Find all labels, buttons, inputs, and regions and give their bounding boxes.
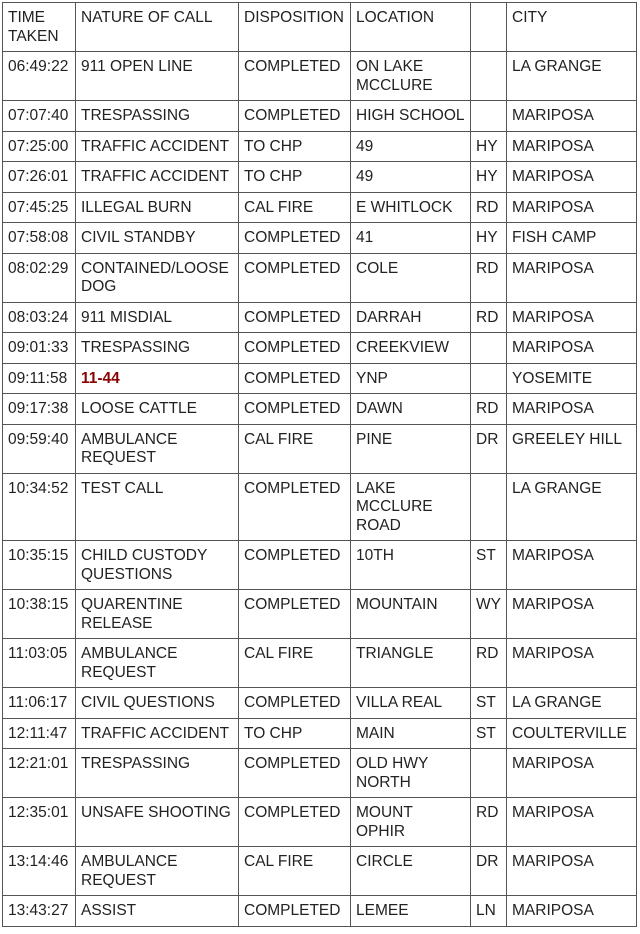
cell-disposition: TO CHP — [239, 131, 351, 162]
cell-disposition: CAL FIRE — [239, 424, 351, 473]
cell-time: 10:38:15 — [3, 590, 76, 639]
cell-disposition: COMPLETED — [239, 394, 351, 425]
cell-nature: TRESPASSING — [76, 749, 239, 798]
cell-disposition: TO CHP — [239, 718, 351, 749]
cell-time: 09:59:40 — [3, 424, 76, 473]
cell-nature: 911 OPEN LINE — [76, 52, 239, 101]
table-row — [3, 363, 637, 394]
cell-location: HIGH SCHOOL — [351, 101, 471, 132]
call-log-body — [3, 52, 637, 927]
highlighted-nature-text: 11-44 — [81, 369, 120, 387]
cell-nature: LOOSE CATTLE — [76, 394, 239, 425]
cell-suffix — [471, 473, 507, 541]
table-row — [3, 223, 637, 254]
cell-city: MARIPOSA — [507, 639, 637, 688]
cell-time: 12:11:47 — [3, 718, 76, 749]
cell-location: MOUNT OPHIR — [351, 798, 471, 847]
cell-location: CIRCLE — [351, 847, 471, 896]
cell-location: DARRAH — [351, 302, 471, 333]
cell-city: MARIPOSA — [507, 847, 637, 896]
header-disposition: DISPOSITION — [239, 3, 351, 52]
table-row — [3, 847, 637, 896]
cell-nature: CIVIL QUESTIONS — [76, 688, 239, 719]
table-row — [3, 131, 637, 162]
cell-location: LEMEE — [351, 896, 471, 927]
cell-time: 07:58:08 — [3, 223, 76, 254]
table-row — [3, 192, 637, 223]
cell-suffix: LN — [471, 896, 507, 927]
cell-disposition: COMPLETED — [239, 749, 351, 798]
cell-time: 09:01:33 — [3, 333, 76, 364]
cell-disposition: CAL FIRE — [239, 639, 351, 688]
cell-suffix: RD — [471, 253, 507, 302]
cell-city: MARIPOSA — [507, 333, 637, 364]
cell-suffix: HY — [471, 131, 507, 162]
cell-city: MARIPOSA — [507, 131, 637, 162]
cell-nature: AMBULANCE REQUEST — [76, 639, 239, 688]
cell-time: 10:35:15 — [3, 541, 76, 590]
cell-city: YOSEMITE — [507, 363, 637, 394]
cell-disposition: COMPLETED — [239, 363, 351, 394]
cell-nature: TRESPASSING — [76, 101, 239, 132]
header-city: CITY — [507, 3, 637, 52]
cell-city: MARIPOSA — [507, 394, 637, 425]
call-log-table — [2, 2, 637, 927]
cell-disposition: COMPLETED — [239, 688, 351, 719]
cell-location: 49 — [351, 131, 471, 162]
cell-time: 12:35:01 — [3, 798, 76, 847]
cell-nature: AMBULANCE REQUEST — [76, 424, 239, 473]
cell-disposition: COMPLETED — [239, 798, 351, 847]
cell-nature: TRAFFIC ACCIDENT — [76, 718, 239, 749]
cell-disposition: CAL FIRE — [239, 847, 351, 896]
cell-time: 13:14:46 — [3, 847, 76, 896]
cell-nature: CIVIL STANDBY — [76, 223, 239, 254]
cell-time: 09:17:38 — [3, 394, 76, 425]
cell-disposition: COMPLETED — [239, 302, 351, 333]
cell-suffix: RD — [471, 192, 507, 223]
cell-city: MARIPOSA — [507, 253, 637, 302]
cell-time: 08:02:29 — [3, 253, 76, 302]
cell-city: GREELEY HILL — [507, 424, 637, 473]
table-row — [3, 718, 637, 749]
cell-suffix — [471, 52, 507, 101]
cell-disposition: COMPLETED — [239, 473, 351, 541]
table-row — [3, 749, 637, 798]
table-row — [3, 541, 637, 590]
cell-location: E WHITLOCK — [351, 192, 471, 223]
table-row — [3, 590, 637, 639]
table-row — [3, 253, 637, 302]
cell-suffix: RD — [471, 639, 507, 688]
cell-time: 07:45:25 — [3, 192, 76, 223]
cell-city: MARIPOSA — [507, 896, 637, 927]
cell-nature: CHILD CUSTODY QUESTIONS — [76, 541, 239, 590]
cell-city: MARIPOSA — [507, 541, 637, 590]
cell-time: 13:43:27 — [3, 896, 76, 927]
cell-suffix: HY — [471, 223, 507, 254]
cell-location: OLD HWY NORTH — [351, 749, 471, 798]
table-row — [3, 302, 637, 333]
header-row — [3, 3, 637, 52]
cell-nature: TRAFFIC ACCIDENT — [76, 162, 239, 193]
cell-suffix: ST — [471, 688, 507, 719]
cell-time: 07:26:01 — [3, 162, 76, 193]
cell-nature: 911 MISDIAL — [76, 302, 239, 333]
table-row — [3, 896, 637, 927]
cell-time: 08:03:24 — [3, 302, 76, 333]
cell-location: TRIANGLE — [351, 639, 471, 688]
cell-nature: UNSAFE SHOOTING — [76, 798, 239, 847]
cell-city: COULTERVILLE — [507, 718, 637, 749]
table-row — [3, 639, 637, 688]
cell-suffix — [471, 101, 507, 132]
cell-disposition: COMPLETED — [239, 52, 351, 101]
header-time: TIME TAKEN — [3, 3, 76, 52]
table-row — [3, 394, 637, 425]
cell-time: 12:21:01 — [3, 749, 76, 798]
cell-nature: ASSIST — [76, 896, 239, 927]
cell-suffix: DR — [471, 424, 507, 473]
cell-time: 07:25:00 — [3, 131, 76, 162]
cell-city: MARIPOSA — [507, 101, 637, 132]
table-row — [3, 101, 637, 132]
table-row — [3, 424, 637, 473]
cell-time: 11:06:17 — [3, 688, 76, 719]
cell-suffix: RD — [471, 302, 507, 333]
cell-city: LA GRANGE — [507, 473, 637, 541]
header-nature: NATURE OF CALL — [76, 3, 239, 52]
cell-suffix: ST — [471, 718, 507, 749]
cell-location: 10TH — [351, 541, 471, 590]
cell-disposition: TO CHP — [239, 162, 351, 193]
cell-location: MOUNTAIN — [351, 590, 471, 639]
cell-nature: QUARENTINE RELEASE — [76, 590, 239, 639]
cell-city: LA GRANGE — [507, 52, 637, 101]
table-row — [3, 473, 637, 541]
cell-disposition: COMPLETED — [239, 253, 351, 302]
cell-nature: TRESPASSING — [76, 333, 239, 364]
cell-suffix: RD — [471, 798, 507, 847]
cell-disposition: CAL FIRE — [239, 192, 351, 223]
cell-nature: AMBULANCE REQUEST — [76, 847, 239, 896]
cell-location: YNP — [351, 363, 471, 394]
table-row — [3, 333, 637, 364]
cell-nature: TRAFFIC ACCIDENT — [76, 131, 239, 162]
cell-suffix: WY — [471, 590, 507, 639]
cell-location: VILLA REAL — [351, 688, 471, 719]
cell-city: MARIPOSA — [507, 162, 637, 193]
cell-city: MARIPOSA — [507, 798, 637, 847]
cell-suffix — [471, 333, 507, 364]
cell-suffix — [471, 749, 507, 798]
cell-nature — [76, 363, 239, 394]
cell-city: MARIPOSA — [507, 192, 637, 223]
cell-disposition: COMPLETED — [239, 541, 351, 590]
table-row — [3, 162, 637, 193]
header-location: LOCATION — [351, 3, 471, 52]
cell-time: 07:07:40 — [3, 101, 76, 132]
cell-time: 11:03:05 — [3, 639, 76, 688]
cell-location: CREEKVIEW — [351, 333, 471, 364]
cell-disposition: COMPLETED — [239, 101, 351, 132]
cell-nature: CONTAINED/LOOSE DOG — [76, 253, 239, 302]
cell-disposition: COMPLETED — [239, 333, 351, 364]
cell-nature: ILLEGAL BURN — [76, 192, 239, 223]
cell-nature: TEST CALL — [76, 473, 239, 541]
header-suffix — [471, 3, 507, 52]
cell-time: 09:11:58 — [3, 363, 76, 394]
cell-disposition: COMPLETED — [239, 223, 351, 254]
cell-suffix: RD — [471, 394, 507, 425]
cell-location: COLE — [351, 253, 471, 302]
cell-city: MARIPOSA — [507, 749, 637, 798]
cell-suffix — [471, 363, 507, 394]
cell-suffix: DR — [471, 847, 507, 896]
cell-city: MARIPOSA — [507, 590, 637, 639]
cell-location: PINE — [351, 424, 471, 473]
table-row — [3, 798, 637, 847]
cell-location: LAKE MCCLURE ROAD — [351, 473, 471, 541]
cell-city: LA GRANGE — [507, 688, 637, 719]
cell-time: 10:34:52 — [3, 473, 76, 541]
cell-city: FISH CAMP — [507, 223, 637, 254]
cell-city: MARIPOSA — [507, 302, 637, 333]
cell-disposition: COMPLETED — [239, 590, 351, 639]
cell-location: 49 — [351, 162, 471, 193]
cell-suffix: HY — [471, 162, 507, 193]
cell-location: ON LAKE MCCLURE — [351, 52, 471, 101]
cell-location: MAIN — [351, 718, 471, 749]
cell-disposition: COMPLETED — [239, 896, 351, 927]
cell-location: DAWN — [351, 394, 471, 425]
cell-time: 06:49:22 — [3, 52, 76, 101]
cell-suffix: ST — [471, 541, 507, 590]
cell-location: 41 — [351, 223, 471, 254]
table-row — [3, 52, 637, 101]
table-row — [3, 688, 637, 719]
